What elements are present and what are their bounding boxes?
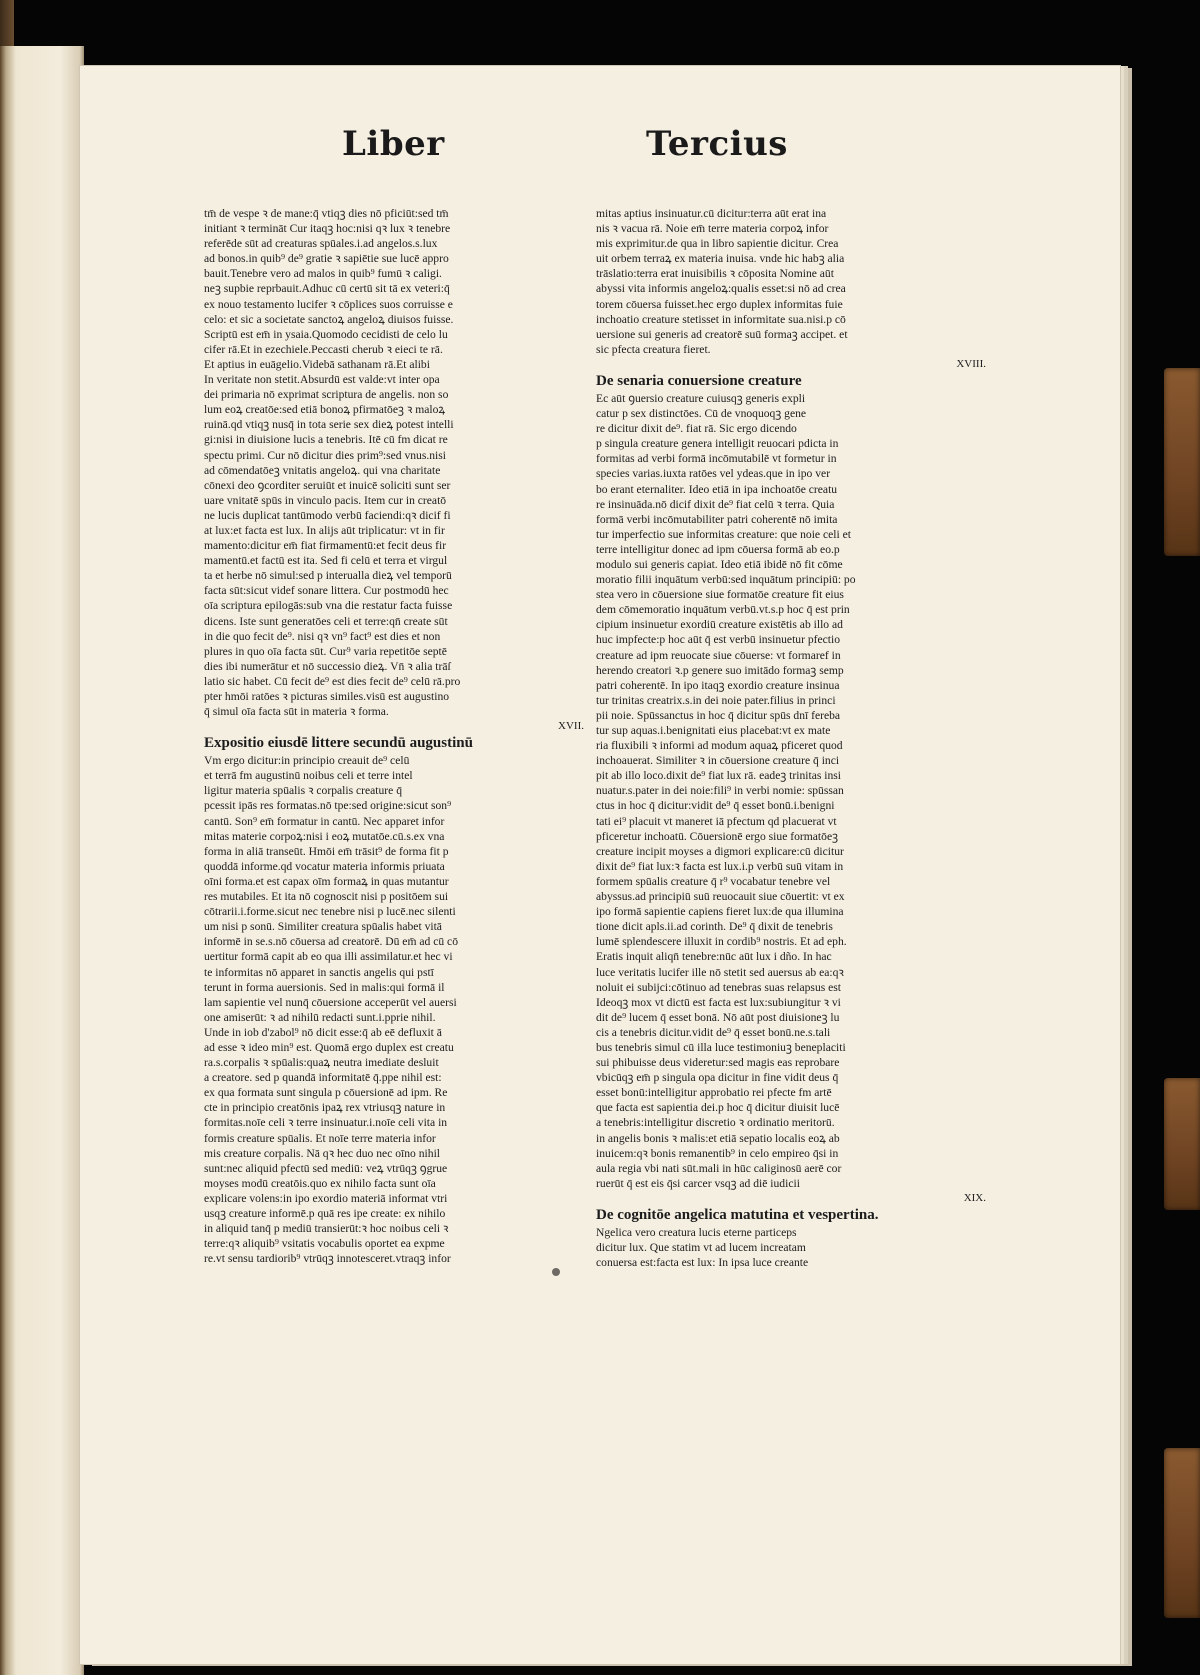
- text-line: cis a tenebris dicitur.vidit de⁹ q̄ esset bonū.ne.s.tali: [596, 1025, 831, 1039]
- text-line: at lux:et facta est lux. In alijs aūt triplicatur: vt in fir: [204, 523, 445, 537]
- text-line: formitas ad verbi formā incōmutabilē vt formetur in: [596, 452, 837, 466]
- text-line: in aliquid tanq̄ p mediū transierūt:ꝛ hoc noibus celi ꝛ: [204, 1222, 449, 1236]
- text-line: cōtrarii.i.forme.sicut nec tenebre nisi p lucē.nec silenti: [204, 905, 456, 919]
- text-line: mamentū.et factū est ita. Sed fi celū et terra et virgul: [204, 554, 448, 568]
- text-line: neꝫ supbie reprbauit.Adhuc cū certū sit tā ex veteri:q̄: [204, 282, 450, 296]
- text-line: dit de⁹ lucem q̄ esset bonā. Nō aūt post diuisioneꝫ lu: [596, 1010, 840, 1024]
- previous-page-edge: [0, 46, 84, 1675]
- text-line: ipo formā sapientie capiens fieret lux:de qua illumina: [596, 905, 844, 919]
- text-line: gi:nisi in diuisione lucis a tenebris. Itē cū fm dicat re: [204, 433, 448, 447]
- left-column-text-block: [204, 753, 594, 1266]
- text-line: ra.s.corpalis ꝛ spūalis:quaꝝ neutra imediate desluit: [204, 1056, 439, 1070]
- text-line: bauit.Tenebre vero ad malos in quib⁹ fumū ꝛ caligi.: [204, 267, 442, 281]
- text-line: a tenebris:intelligitur discretio ꝛ ordinatio meritorū.: [596, 1116, 835, 1130]
- text-line: um nisi p sonū. Similiter creatura spūalis habet vitā: [204, 920, 442, 934]
- text-line: bus tenebris simul cū illa luce testimoniuꝫ beneplaciti: [596, 1040, 846, 1054]
- text-line: lum eoꝝ creatōe:sed etiā bonoꝝ pfirmatōeꝫ ꝛ maloꝝ: [204, 403, 446, 417]
- text-line: pficeretur inchoatū. Cōuersionē ergo siue formatōeꝫ: [596, 829, 839, 843]
- text-line: one amiserūt: ꝛ ad nihilū redacti sunt.i.pprie nihil.: [204, 1010, 436, 1024]
- text-line: In veritate non stetit.Absurdū est valde:vt inter opa: [204, 373, 440, 387]
- text-line: res mutabiles. Et ita nō cognoscit nisi p positōem sui: [204, 890, 449, 904]
- text-line: tm̄ de vespe ꝛ de mane:q̄ vtiqꝫ dies nō pficiūt:sed tm̄: [204, 207, 449, 220]
- right-column-text-block: [596, 391, 996, 1191]
- text-line: cifer rā.Et in ezechiele.Peccasti cherub ꝛ eieci te rā.: [204, 342, 443, 356]
- text-line: pter hmōi ratōes ꝛ picturas similes.visū est augustino: [204, 690, 450, 703]
- text-line: in die quo fecit de⁹. nisi qꝛ vn⁹ fact⁹ est dies et non: [204, 629, 441, 643]
- text-line: tur trinitas creatrix.s.in dei noie pater.filius in princi: [596, 693, 836, 707]
- text-line: Ideoqꝫ mox vt dictū est facta est lux:subiungitur ꝛ vi: [596, 995, 841, 1009]
- text-line: formis creature spūalis. Et noīe terre materia infor: [204, 1131, 436, 1145]
- text-line: conuersa est:facta est lux: In ipsa luce creante: [596, 1256, 809, 1270]
- text-line: et terrā fm augustinū noibus celi et terre intel: [204, 769, 413, 783]
- text-line: forma in aliā transeūt. Hmōi em̄ trāsit⁹ de forma fit p: [204, 844, 449, 858]
- text-line: uit orbem terraꝝ ex materia inuisa. vnde hic habꝫ alia: [596, 252, 845, 266]
- text-line: informē in se.s.nō cōuersa ad creatorē. Dū em̄ ad cū cō: [204, 935, 458, 949]
- text-line: ad cōmendatōeꝫ vnitatis angeloꝝ. qui vna charitate: [204, 463, 441, 477]
- text-line: quoddā informe.qd vocatur materia informis priuata: [204, 859, 445, 873]
- text-line: terunt in forma auersionis. Sed in malis:qui formā il: [204, 980, 445, 994]
- text-line: inchoauerat. Similiter ꝛ in cōuersione creature q̄ inci: [596, 754, 840, 768]
- text-line: dies ibi numerātur et nō successio dieꝝ. Vn̄ ꝛ alia trāſ: [204, 659, 451, 673]
- text-line: Et aptius in euāgelio.Videbā sathanam rā.Et alibi: [204, 357, 430, 371]
- text-line: dem cōmemoratio inquātum verbū.vt.s.p hoc q̄ est prin: [596, 603, 850, 617]
- text-line: tur imperfectio sue informitas creature: que noie celi et: [596, 527, 851, 541]
- running-header-left: Liber: [342, 124, 445, 164]
- text-line: nis ꝛ vacua rā. Noie em̄ terre materia corpoꝝ infor: [596, 222, 829, 236]
- text-column-left: [204, 206, 594, 1266]
- text-line: a creatore. sed p quandā informitatē q̄.ppe nihil est:: [204, 1071, 442, 1085]
- text-line: spectu primi. Cur nō dicitur dies prim⁹:sed vnus.nisi: [204, 448, 447, 462]
- text-line: mitas aptius insinuatur.cū dicitur:terra aūt erat ina: [596, 207, 827, 220]
- text-line: lumē splendescere illuxit in cordib⁹ nostris. Et ad eph.: [596, 935, 847, 949]
- text-line: q̄ simul oīa facta sūt in materia ꝛ forma.: [204, 705, 389, 719]
- text-line: mis exprimitur.de qua in libro sapientie dicitur. Crea: [596, 237, 839, 251]
- text-line: re insinuāda.nō dicif dixit de⁹ fiat celū ꝛ terra. Quia: [596, 497, 835, 511]
- text-line: tur sup aquas.i.benignitati eius placebat:vt ex mate: [596, 724, 831, 737]
- text-line: pcessit ipās res formatas.nō tpe:sed origine:sicut son⁹: [204, 799, 452, 813]
- text-line: abyssi vita informis angeloꝝ:qualis esset:si nō ad crea: [596, 282, 846, 296]
- text-line: que facta est sapientia dei.p hoc q̄ dicitur diuisit lucē: [596, 1101, 840, 1115]
- text-line: uare vnitatē spūs in vinculo pacis. Item cur in creatō: [204, 493, 447, 507]
- text-line: Unde in iob d'zabol⁹ nō dicit esse:q̄ ab eē defluxit ā: [204, 1025, 442, 1039]
- text-line: dicitur lux. Que statim vt ad lucem increatam: [596, 1241, 806, 1254]
- text-line: bo erant eternaliter. Ideo etiā in ipa inchoatōe creatu: [596, 482, 838, 496]
- text-line: te informitas nō apparet in sanctis angelis qui pstī: [204, 965, 434, 979]
- text-line: formem spūalis creature q̄ r⁹ vocabatur tenebre vel: [596, 874, 831, 888]
- text-line: uersione sui generis ad creatorē suū formaꝫ accipet. et: [596, 327, 848, 341]
- text-line: referēde sūt ad creaturas spūales.i.ad angelos.s.lux: [204, 237, 438, 251]
- text-line: lam sapientie vel nunq̄ cōuersione acceperūt vel auersi: [204, 995, 457, 1009]
- text-line: usqꝫ creature informē.p quā res ipe create: ex nihilo: [204, 1207, 446, 1220]
- text-line: re dicitur dixit de⁹. fiat rā. Sic ergo dicendo: [596, 422, 797, 436]
- text-line: Ec aūt ꝯuersio creature cuiusqꝫ generis expli: [596, 391, 806, 405]
- text-line: stea vero in cōuersione siue formatōe creature fit eius: [596, 588, 844, 602]
- text-line: uertitur formā capit ab eo qua illi assimilatur.et hec vi: [204, 950, 453, 964]
- text-line: p singula creature genera intelligit reuocari pdicta in: [596, 437, 839, 451]
- text-line: noluit ei subijci:cōtinuo ad tenebras suas relapsus est: [596, 980, 842, 994]
- text-line: formitas.noīe celi ꝛ terre insinuatur.i.noīe celi vita in: [204, 1116, 448, 1130]
- text-line: mamento:dicitur em̄ fiat firmamentū:et fecit deus fir: [204, 539, 447, 553]
- text-line: catur p sex distinctōes. Cū de vnoquoqꝫ gene: [596, 407, 807, 421]
- text-line: trāslatio:terra erat inuisibilis ꝛ cōposita Nomine aūt: [596, 267, 834, 281]
- text-line: mitas materie corpoꝝ:nisi i eoꝝ mutatōe.cū.s.ex vna: [204, 829, 445, 843]
- text-line: dixit de⁹ fiat lux:ꝛ facta est lux.i.p verbū suū vitam in: [596, 859, 844, 873]
- text-line: vbicūqꝫ em̄ p singula opa dicitur in fine vidit deus q̄: [596, 1071, 839, 1085]
- text-line: inuicem:qꝛ bonis remanentib⁹ in celo empireo q̄si in: [596, 1146, 839, 1160]
- text-line: modulo sui generis capiat. Ideo etiā ibidē nō fit cōme: [596, 557, 843, 571]
- section-number: XIX.: [963, 1191, 986, 1204]
- text-line: ria fluxibili ꝛ informi ad modum aquaꝝ pficeret quod: [596, 739, 843, 753]
- text-line: in angelis bonis ꝛ malis:et etiā sepatio localis eoꝝ ab: [596, 1131, 840, 1145]
- text-line: Eratis inquit aliqn̄ tenebre:nūc aūt lux i dño. In hac: [596, 950, 832, 964]
- text-line: ad bonos.in quib⁹ de⁹ gratie ꝛ sapiētie sue lucē appro: [204, 252, 449, 266]
- text-line: cipium insinuetur exordiū creature existētis ab illo ad: [596, 618, 843, 632]
- text-line: ad esse ꝛ ideo min⁹ est. Quomā ergo duplex est creatu: [204, 1040, 454, 1054]
- right-column-text-block: [596, 206, 996, 357]
- text-line: terre:qꝛ aliquib⁹ vsitatis vocabulis oportet ea expme: [204, 1237, 445, 1251]
- text-line: explicare volens:in ipo exordio materiā informat vtri: [204, 1191, 448, 1205]
- text-line: tione dicit apls.ii.ad corinth. De⁹ q̄ dixit de tenebris: [596, 920, 833, 934]
- text-line: ruerūt q̄ est eis q̄si carcer vsqꝫ ad diē iudicii: [596, 1176, 800, 1190]
- text-line: terre intelligitur donec ad ipm cōuersa formā ab eo.p: [596, 542, 840, 556]
- right-column-text-block: [596, 1225, 996, 1270]
- text-line: cantū. Son⁹ em̄ formatur in cantū. Nec apparet infor: [204, 814, 445, 828]
- text-line: pii noie. Spūssanctus in hoc q̄ dicitur spūs dnī fereba: [596, 708, 841, 722]
- section-heading: De cognitōe angelica matutina et vespertina.: [596, 1206, 879, 1223]
- text-line: tati ei⁹ placuit vt maneret iā pfectum qd placuerat vt: [596, 814, 837, 828]
- text-line: cte in principio creatōnis ipaꝝ rex vtriusqꝫ nature in: [204, 1101, 446, 1115]
- text-line: re.vt sensu tardiorib⁹ vtrūqꝫ innotesceret.vtraqꝫ infor: [204, 1252, 451, 1266]
- text-line: Scriptū est em̄ in ysaia.Quomodo cecidisti de celo lu: [204, 327, 448, 341]
- book-page: [80, 66, 1120, 1664]
- section-number: XVII.: [558, 720, 584, 733]
- text-line: creature incipit moyses a digmori explicare:cū dicitur: [596, 844, 844, 858]
- text-line: dei primaria nō exprimat scriptura de angelis. non so: [204, 388, 449, 402]
- text-line: dicens. Iste sunt generatōes celi et terre:qn̄ create sūt: [204, 614, 448, 628]
- section-heading: Expositio eiusdē littere secundū augustinū: [204, 735, 473, 752]
- text-line: moyses modū creatōis.quo ex nihilo facta sunt oīa: [204, 1176, 436, 1190]
- text-line: aula regia vbi nati sūt.mali in hūc caliginosū aerē cor: [596, 1161, 842, 1175]
- text-line: inchoatio creature stetisset in informitate sua.nisi.p cō: [596, 312, 846, 326]
- text-line: celo: et sic a societate sanctoꝝ angeloꝝ diuisos fuisse.: [204, 312, 454, 326]
- leather-strap: [1164, 1448, 1200, 1618]
- text-line: torem cōuersa fuisset.hec ergo duplex informitas fuie: [596, 297, 843, 311]
- leather-strap: [1164, 368, 1200, 556]
- text-line: Ngelica vero creatura lucis eterne particeps: [596, 1225, 797, 1239]
- text-line: formā verbi incōmutabiliter patri coherentē nō imita: [596, 512, 838, 526]
- text-line: moratio filii inquātum verbū:sed inquātum principiū: po: [596, 573, 856, 587]
- running-header-right: Tercius: [646, 124, 788, 164]
- text-line: abyssus.ad principiū suū reuocauit siue cōuertit: vt ex: [596, 890, 845, 904]
- text-line: oīni forma.et est capax oīm formaꝝ in quas mutantur: [204, 874, 449, 888]
- text-line: huc impfecte:p hoc aūt q̄ est verbū insinuetur pfectio: [596, 633, 841, 647]
- text-line: ex nouo testamento lucifer ꝛ cōplices suos corruisse e: [204, 297, 453, 311]
- text-line: ne lucis duplicat tantūmodo verbū faciendi:qꝛ dicif fi: [204, 508, 451, 522]
- text-line: ctus in hoc q̄ dicitur:vidit de⁹ q̄ esset bonū.i.benigni: [596, 799, 835, 813]
- text-line: patri coherentē. In ipo itaqꝫ exordio creature insinua: [596, 678, 840, 692]
- text-line: initiant ꝛ termināt Cur itaqꝫ hoc:nisi qꝛ lux ꝛ tenebre: [204, 222, 451, 236]
- text-line: plures in quo oīa facta sūt. Cur⁹ varia repetitōe septē: [204, 644, 447, 658]
- text-line: species varias.iuxta ratōes vel ydeas.que in ipo ver: [596, 467, 831, 481]
- text-line: ex qua formata sunt singula p cōuersionē ad ipm. Re: [204, 1086, 448, 1100]
- text-line: oīa scriptura epilogās:sub vna die restatur facta fuisse: [204, 599, 453, 613]
- text-line: mis creature corpalis. Nā qꝛ hec duo nec oīno nihil: [204, 1146, 441, 1160]
- text-line: sic pfecta creatura fieret.: [596, 342, 711, 356]
- text-line: pit ab illo loco.dixit de⁹ fiat lux rā. eadeꝫ trinitas insi: [596, 769, 842, 783]
- text-line: creature ad ipm reuocate siue cōuerse: vt formaref in: [596, 648, 841, 662]
- text-line: Vm ergo dicitur:in principio creauit de⁹ celū: [204, 754, 410, 768]
- text-line: luce veritatis lucifer ille nō stetit sed auersus ab ea:qꝛ: [596, 965, 844, 979]
- text-line: latio sic habet. Cū fecit de⁹ est dies fecit de⁹ celū rā.pro: [204, 674, 461, 688]
- text-line: facta sūt:sicut videf sonare littera. Cur postmodū hec: [204, 584, 449, 598]
- section-number: XVIII.: [956, 357, 986, 370]
- text-column-right: [596, 206, 996, 1270]
- text-line: nuatur.s.pater in dei noie:fili⁹ in verbi nomie: spūssan: [596, 784, 844, 798]
- text-line: ligitur materia spūalis ꝛ corpalis creature q̄: [204, 784, 403, 798]
- text-line: herendo creatori ꝛ.p genere suo imitādo formaꝫ semp: [596, 663, 844, 677]
- left-column-text-block: [204, 206, 594, 719]
- text-line: cōnexi deo ꝯcorditer seruiūt et inuicē soliciti sunt ser: [204, 478, 451, 492]
- text-line: ta et herbe nō simul:sed p interualla dieꝝ vel temporū: [204, 569, 452, 583]
- text-line: esset bonū:intelligitur approbatio rei pfecte fm artē: [596, 1086, 832, 1100]
- text-line: sunt:nec aliquid pfectū sed mediū: veꝝ vtrūqꝫ ꝯgrue: [204, 1161, 448, 1175]
- section-heading: De senaria conuersione creature: [596, 372, 802, 389]
- page-wormhole: [552, 1268, 560, 1276]
- leather-strap: [1164, 1078, 1200, 1210]
- text-line: sui phibuisse deus videretur:sed magis eas reprobare: [596, 1056, 840, 1070]
- text-line: ruinā.qd vtiqꝫ nusq̄ in tota serie sex dieꝝ potest intelli: [204, 418, 454, 432]
